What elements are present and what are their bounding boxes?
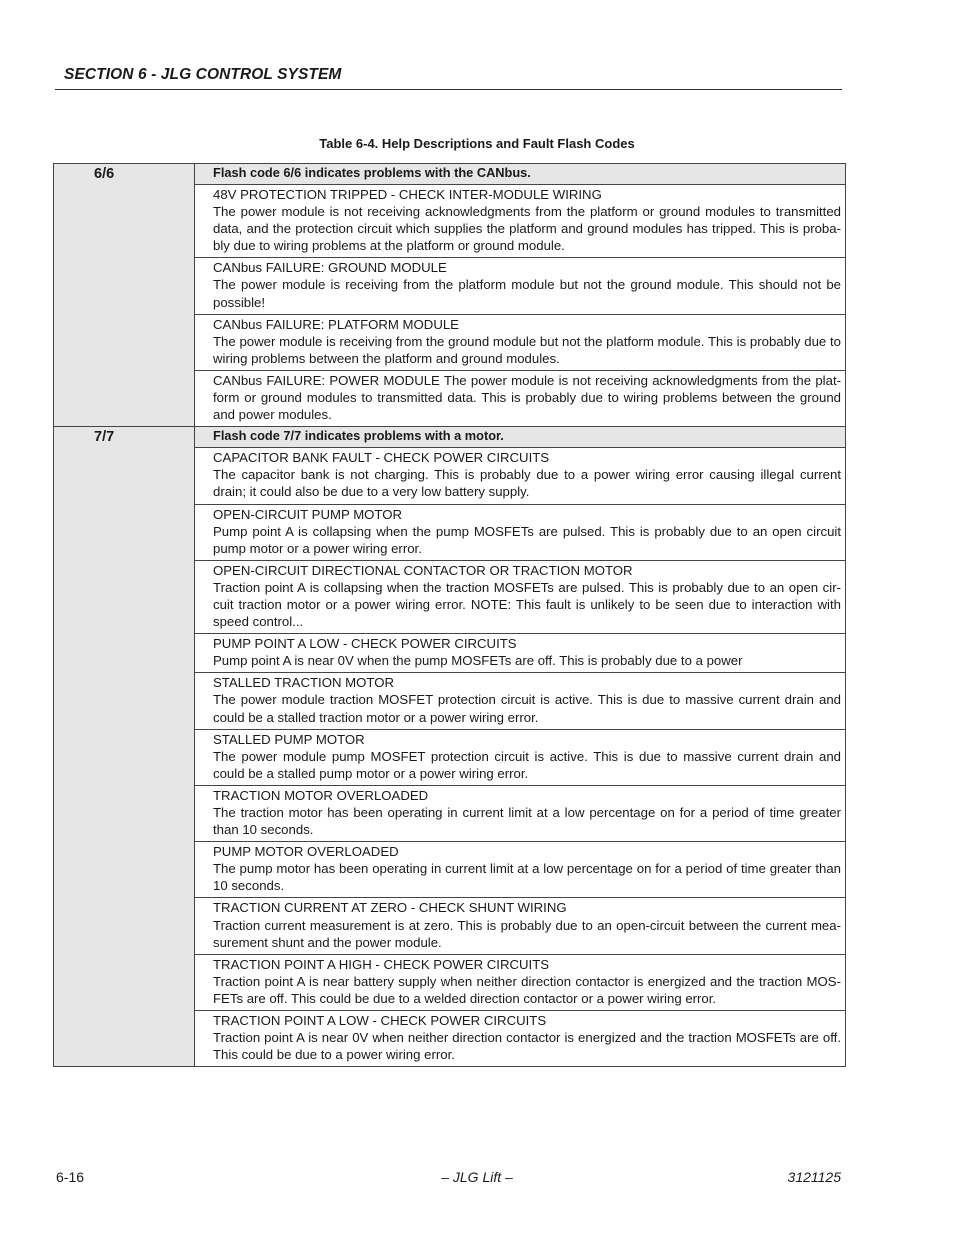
fault-description: Traction point A is near 0V when neither direction contactor is energized and the traction MOSFETs are off. This could be due to a power wiring error. [213,1030,841,1063]
fault-description-cell [195,898,846,954]
fault-title: PUMP MOTOR OVERLOADED [213,844,399,860]
flash-code-heading: Flash code 7/7 indicates problems with a motor. [195,427,846,448]
fault-title: TRACTION POINT A LOW - CHECK POWER CIRCUITS [213,1013,547,1029]
table-caption: Table 6-4. Help Descriptions and Fault Flash Codes [319,136,635,151]
flash-code-group-row [54,164,846,185]
fault-description: Traction current measurement is at zero. This is probably due to an open-circuit between the current mea-surement shunt and the power module. [213,917,841,950]
fault-description-cell [195,504,846,560]
fault-description: The traction motor has been operating in current limit at a low percentage on for a period of time greater than 10 seconds. [213,805,841,838]
fault-description: The pump motor has been operating in current limit at a low percentage on for a period of time greater than 10 seconds. [213,861,841,894]
fault-description-cell [195,1011,846,1067]
fault-description: The power module is not receiving acknowledgments from the platform or ground modules to transmitted data, and the protection circuit which supplies the platform and ground modules has tripped. This is proba-bly due to wiring problems at the platform or ground module. [213,204,841,254]
header-rule [55,89,842,90]
page-number: 6-16 [56,1169,85,1185]
fault-description-cell [195,842,846,898]
fault-description-cell [195,258,846,314]
fault-description-cell [195,560,846,633]
fault-title: TRACTION POINT A HIGH - CHECK POWER CIRCUITS [213,956,550,972]
fault-description: CANbus FAILURE: POWER MODULE The power module is not receiving acknowledgments from the plat-form or ground modules to transmitted data. This is probably due to wiring problems between the ground and power modules. [213,372,841,423]
fault-title: CAPACITOR BANK FAULT - CHECK POWER CIRCUITS [213,450,550,466]
fault-title: STALLED PUMP MOTOR [213,731,365,747]
flash-code: 7/7 [54,427,195,1067]
fault-description-cell [195,785,846,841]
footer-brand: – JLG Lift – [441,1169,513,1185]
fault-description-cell [195,370,846,426]
fault-description-cell [195,634,846,673]
fault-title: 48V PROTECTION TRIPPED - CHECK INTER-MODULE WIRING [213,187,602,202]
flash-code-heading: Flash code 6/6 indicates problems with the CANbus. [195,164,846,185]
fault-title: TRACTION CURRENT AT ZERO - CHECK SHUNT WIRING [213,900,567,916]
fault-description-cell [195,185,846,258]
document-number: 3121125 [787,1169,841,1185]
flash-code: 6/6 [54,164,195,427]
fault-description: The power module is receiving from the platform module but not the ground module. This should not be possible! [213,277,841,310]
fault-title: OPEN-CIRCUIT PUMP MOTOR [213,506,403,522]
fault-description-cell [195,673,846,729]
fault-description: The power module is receiving from the ground module but not the platform module. This is probably due to wiring problems between the platform and ground modules. [213,333,841,366]
flash-code-group-row [54,427,846,448]
fault-code-table [53,163,846,1067]
fault-description-cell [195,314,846,370]
fault-title: STALLED TRACTION MOTOR [213,675,394,691]
fault-description: The capacitor bank is not charging. This is probably due to a power wiring error causing illegal current drain; it could also be due to a very low battery supply. [213,467,841,500]
fault-description: Pump point A is near 0V when the pump MOSFETs are off. This is probably due to a power [213,653,743,669]
fault-title: OPEN-CIRCUIT DIRECTIONAL CONTACTOR OR TRACTION MOTOR [213,562,633,578]
fault-description: Traction point A is collapsing when the traction MOSFETs are pulsed. This is probably due to an open cir-cuit traction motor or a power wiring error. NOTE: This fault is unlikely to be seen due to interaction with speed control... [213,579,841,630]
fault-table-body [54,164,846,1067]
fault-title: TRACTION MOTOR OVERLOADED [213,787,429,803]
fault-description-cell [195,729,846,785]
fault-description: Traction point A is near battery supply when neither direction contactor is energized and the traction MOS-FETs are off. This could be due to a welded direction contactor or a power wiring error. [213,973,841,1006]
fault-title: CANbus FAILURE: PLATFORM MODULE [213,316,459,332]
fault-description: Pump point A is collapsing when the pump MOSFETs are pulsed. This is probably due to an open circuit pump motor or a power wiring error. [213,523,841,556]
fault-title: PUMP POINT A LOW - CHECK POWER CIRCUITS [213,636,517,652]
fault-description: The power module traction MOSFET protection circuit is active. This is due to massive current drain and could be a stalled traction motor or a power wiring error. [213,692,841,725]
fault-title: CANbus FAILURE: GROUND MODULE [213,260,447,276]
fault-description: The power module pump MOSFET protection circuit is active. This is due to massive current drain and could be a stalled pump motor or a power wiring error. [213,748,841,781]
section-title: SECTION 6 - JLG CONTROL SYSTEM [64,66,342,83]
fault-description-cell [195,448,846,504]
fault-description-cell [195,954,846,1010]
